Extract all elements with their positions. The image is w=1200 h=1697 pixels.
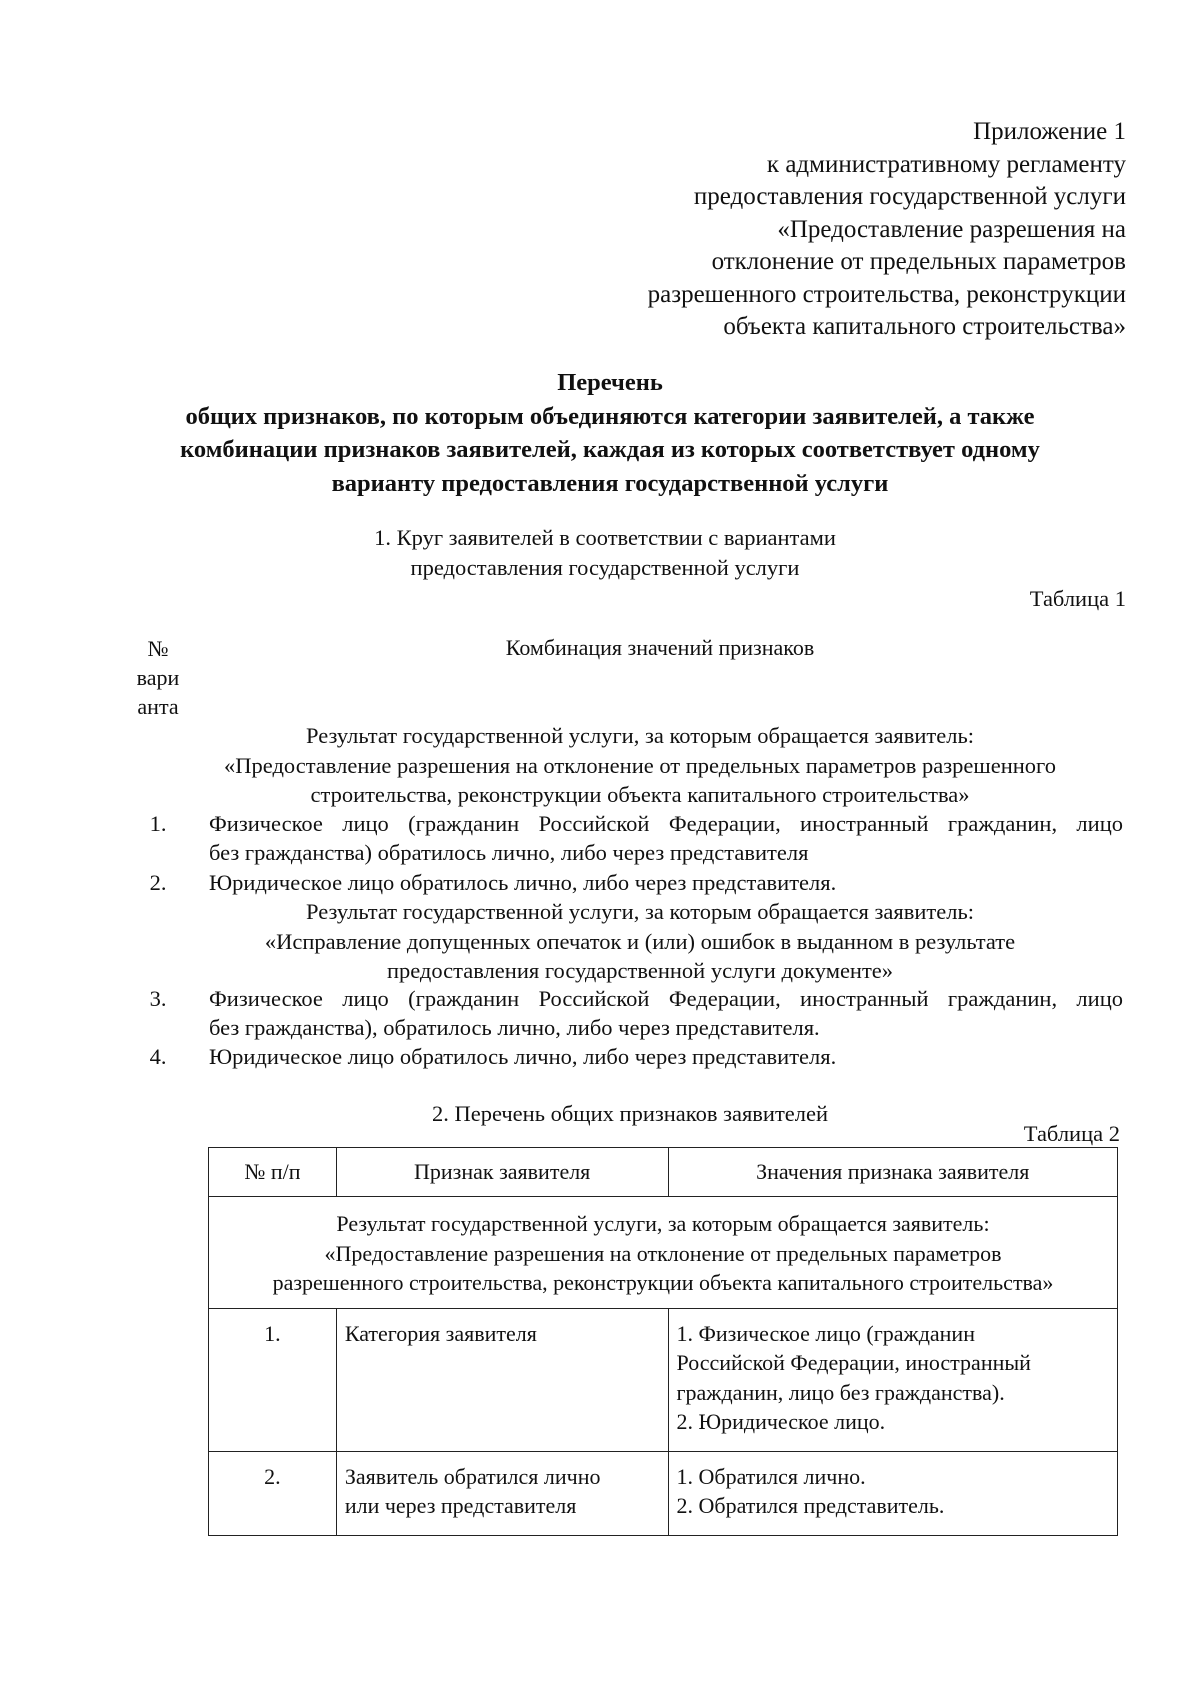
row-number: 1. bbox=[209, 1308, 337, 1451]
value-line: гражданин, лицо без гражданства). bbox=[676, 1379, 1005, 1405]
annex-line: отклонение от предельных параметров bbox=[711, 248, 1126, 275]
result-line: «Предоставление разрешения на отклонение от предельных параметров разрешенного bbox=[224, 752, 1056, 778]
annex-line: предоставления государственной услуги bbox=[693, 183, 1126, 210]
variant-number: 4. bbox=[149, 1044, 167, 1069]
variant-line: без гражданства), обратилось лично, либо через представителя. bbox=[209, 1015, 820, 1040]
result-line: Результат государственной услуги, за которым обращается заявитель: bbox=[306, 899, 974, 924]
column-header-feature: Признак заявителя bbox=[336, 1148, 668, 1197]
header-num-line: № bbox=[147, 636, 169, 661]
variant-line: Физическое лицо (гражданин Российской Федерации, иностранный гражданин, лицо bbox=[209, 811, 1123, 836]
variant-number: 1. bbox=[149, 811, 167, 836]
table1-header-num bbox=[128, 634, 188, 721]
section1-heading bbox=[80, 523, 1130, 583]
value-line: 2. Обратился представитель. bbox=[676, 1493, 945, 1518]
row-number: 2. bbox=[209, 1451, 337, 1535]
table2 bbox=[208, 1147, 1118, 1536]
result-line: предоставления государственной услуги документе» bbox=[386, 958, 894, 983]
variant-line: Юридическое лицо обратилось лично, либо через представителя. bbox=[209, 870, 837, 895]
feature-line: или через представителя bbox=[344, 1493, 577, 1518]
variant-text bbox=[209, 984, 1123, 1042]
row-values bbox=[668, 1451, 1118, 1535]
column-header-values: Значения признака заявителя bbox=[668, 1148, 1118, 1197]
row-feature bbox=[336, 1451, 668, 1535]
section2-heading: 2. Перечень общих признаков заявителей bbox=[431, 1101, 829, 1126]
header-num-line: вари bbox=[136, 665, 180, 690]
column-header-num: № п/п bbox=[209, 1148, 337, 1197]
row-values bbox=[668, 1308, 1118, 1451]
table2-label: Таблица 2 bbox=[1023, 1121, 1120, 1146]
annex-header bbox=[426, 116, 1126, 344]
variant-line: Юридическое лицо обратилось лично, либо через представителя. bbox=[209, 1044, 837, 1069]
variant-text bbox=[209, 809, 1123, 867]
header-num-line: анта bbox=[137, 694, 179, 719]
value-line: 2. Юридическое лицо. bbox=[676, 1409, 886, 1434]
variant-line: Физическое лицо (гражданин Российской Федерации, иностранный гражданин, лицо bbox=[209, 986, 1123, 1011]
result-line: строительства, реконструкции объекта капитального строительства» bbox=[310, 782, 970, 807]
section1-heading-line: 1. Круг заявителей в соответствии с вариантами bbox=[374, 525, 836, 550]
annex-line: разрешенного строительства, реконструкции bbox=[647, 280, 1126, 308]
title-line: комбинации признаков заявителей, каждая из которых соответствует одному bbox=[180, 436, 1040, 463]
feature-line: Заявитель обратился лично bbox=[344, 1463, 601, 1489]
annex-line: объекта капитального строительства» bbox=[723, 313, 1126, 340]
annex-line: Приложение 1 bbox=[973, 118, 1126, 145]
table1-header-combination: Комбинация значений признаков bbox=[505, 635, 815, 660]
table-row bbox=[209, 1308, 1118, 1451]
title-line: общих признаков, по которым объединяются категории заявителей, а также bbox=[185, 402, 1035, 430]
variant-text bbox=[209, 868, 1123, 897]
variant-text bbox=[209, 1042, 1123, 1071]
table-header-row bbox=[209, 1148, 1118, 1197]
variant-line: без гражданства) обратилось лично, либо через представителя bbox=[209, 840, 809, 865]
section1-heading-line: предоставления государственной услуги bbox=[410, 555, 800, 580]
table-row bbox=[209, 1451, 1118, 1535]
result-line: «Предоставление разрешения на отклонение от предельных параметров bbox=[324, 1240, 1002, 1266]
result-line: Результат государственной услуги, за которым обращается заявитель: bbox=[306, 723, 974, 748]
value-line: 1. Физическое лицо (гражданин bbox=[676, 1320, 975, 1346]
result-line: Результат государственной услуги, за которым обращается заявитель: bbox=[336, 1211, 990, 1236]
variant-number: 2. bbox=[149, 870, 167, 895]
table-result-row bbox=[209, 1197, 1118, 1309]
result-group-2 bbox=[150, 897, 1130, 986]
title-line: варианту предоставления государственной услуги bbox=[331, 469, 889, 497]
value-line: Российской Федерации, иностранный bbox=[676, 1350, 1031, 1375]
result-line: разрешенного строительства, реконструкции объекта капитального строительства» bbox=[272, 1270, 1054, 1295]
row-feature: Категория заявителя bbox=[336, 1308, 668, 1451]
result-group-1 bbox=[150, 721, 1130, 810]
annex-line: к административному регламенту bbox=[766, 150, 1126, 178]
table1-label: Таблица 1 bbox=[1029, 586, 1126, 611]
variant-number: 3. bbox=[149, 986, 167, 1011]
document-title bbox=[110, 366, 1110, 500]
value-line: 1. Обратился лично. bbox=[676, 1463, 866, 1489]
result-cell bbox=[209, 1197, 1118, 1309]
annex-line: «Предоставление разрешения на bbox=[777, 215, 1126, 243]
title-line: Перечень bbox=[557, 369, 663, 396]
result-line: «Исправление допущенных опечаток и (или) ошибок в выданном в результате bbox=[264, 928, 1016, 954]
